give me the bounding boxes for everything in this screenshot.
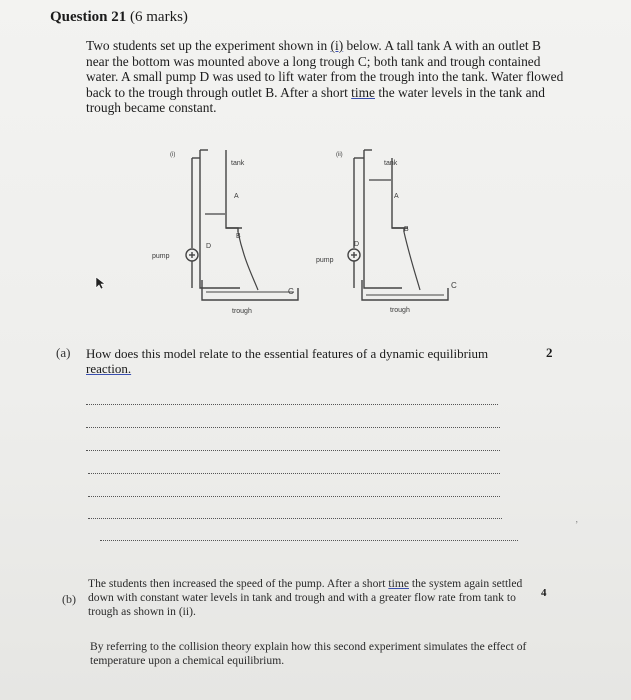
water-stream-i xyxy=(238,232,258,290)
label-a-ii: A xyxy=(394,193,399,200)
answer-line-7[interactable] xyxy=(100,540,518,541)
label-b-i: B xyxy=(236,233,241,240)
label-c-i: C xyxy=(288,287,294,296)
label-b-ii: B xyxy=(404,226,409,233)
intro-text-3: the water levels in the tank and trough became constant. xyxy=(86,84,545,116)
pen-mark: ’ xyxy=(575,520,579,531)
part-a-underlined: reaction. xyxy=(86,361,132,376)
diagram-svg xyxy=(148,140,478,320)
question-title xyxy=(50,9,188,26)
question-number: Question 21 xyxy=(50,9,127,25)
mouse-cursor-icon xyxy=(95,276,107,295)
label-d-i: D xyxy=(206,243,212,250)
part-b-text-1a: The students then increased the speed of the pump. After a short xyxy=(88,577,389,590)
intro-ref: (i) xyxy=(330,38,344,53)
label-pump-ii: pump xyxy=(316,257,334,264)
diagram-i xyxy=(186,150,298,300)
label-pump-i: pump xyxy=(152,253,170,260)
answer-line-6[interactable] xyxy=(88,518,502,519)
part-a-question xyxy=(86,346,506,376)
outlet-b-i xyxy=(226,228,238,232)
answer-line-2[interactable] xyxy=(86,427,500,428)
label-a-i: A xyxy=(234,193,239,200)
label-c-ii: C xyxy=(451,281,457,290)
part-b-paragraph-2: By referring to the collision theory explain how this second experiment simulates the effect of temperature upon a chemical equilibrium. xyxy=(90,640,527,667)
part-b-underlined: time xyxy=(388,577,409,590)
outlet-b-ii xyxy=(392,228,404,232)
water-stream-ii xyxy=(404,232,420,290)
part-a-marks: 2 xyxy=(546,345,553,360)
label-i: (i) xyxy=(170,152,176,158)
answer-line-4[interactable] xyxy=(88,473,500,474)
part-b-paragraph-1 xyxy=(88,577,538,619)
intro-text-2: below. A tall tank A with an outlet B near the bottom was mounted above a long trough C; both tank and trough contained water. A small pump D was used to lift water from the trough into the tank. Water flowed back to the trough through outlet B. After a short xyxy=(86,38,564,100)
label-tank-ii: tank xyxy=(384,160,398,167)
trough-ii xyxy=(362,280,448,300)
part-a-label: (a) xyxy=(56,345,71,360)
tank-left-wall-i xyxy=(200,150,240,288)
answer-line-1[interactable] xyxy=(86,404,498,405)
part-b-marks: 4 xyxy=(541,587,547,599)
part-b-text-1b: the system again settled down with constant water levels in tank and trough and with a greater flow rate from tank to trough as shown in (ii). xyxy=(88,577,523,618)
label-trough-i: trough xyxy=(232,308,252,315)
label-tank-i: tank xyxy=(231,160,245,167)
part-a-text: How does this model relate to the essential features of a dynamic equilibrium xyxy=(86,346,489,361)
answer-line-5[interactable] xyxy=(88,496,500,497)
question-intro xyxy=(86,38,566,116)
diagram-ii xyxy=(348,150,448,300)
question-marks: (6 marks) xyxy=(130,9,188,25)
trough-i xyxy=(202,280,298,300)
label-d-ii: D xyxy=(354,241,360,248)
label-trough-ii: trough xyxy=(390,307,410,314)
intro-underlined-word: time xyxy=(351,84,375,100)
tank-left-wall-ii xyxy=(364,150,402,288)
intro-text-1: Two students set up the experiment shown in xyxy=(86,38,331,53)
part-b-label: (b) xyxy=(62,592,76,606)
experiment-diagram xyxy=(148,140,478,320)
label-ii: (ii) xyxy=(336,152,343,158)
answer-line-3[interactable] xyxy=(86,450,500,451)
